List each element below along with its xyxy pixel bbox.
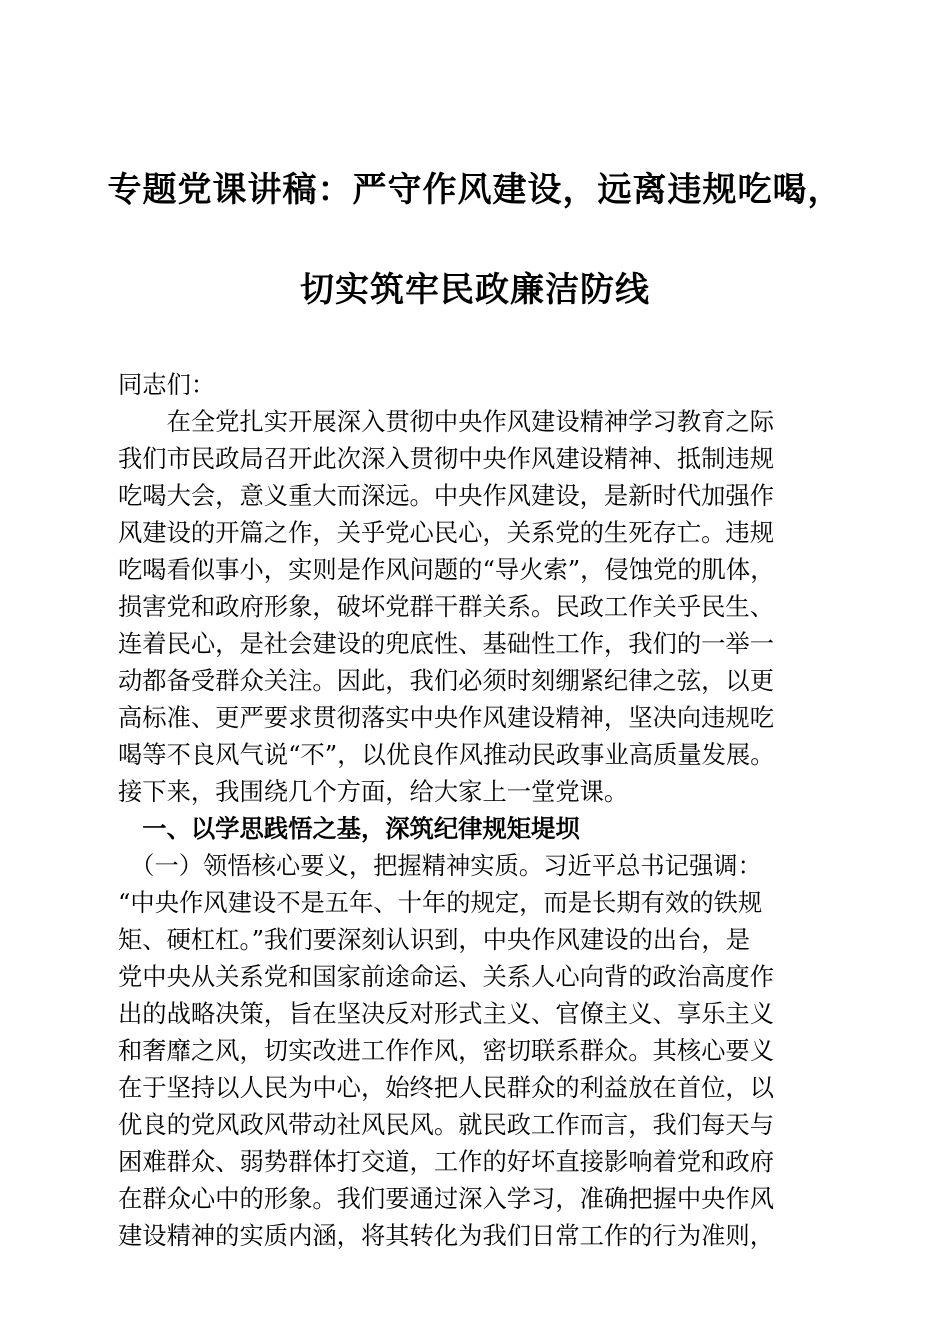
paragraph-line: 在全党扎实开展深入贯彻中央作风建设精神学习教育之际: [118, 407, 775, 436]
paragraph-line: 矩、硬杠杠。”我们要深刻认识到，中央作风建设的出台，是: [118, 925, 750, 954]
paragraph-line: 我们市民政局召开此次深入贯彻中央作风建设精神、抵制违规: [118, 444, 775, 473]
paragraph-line: 出的战略决策，旨在坚决反对形式主义、官僚主义、享乐主义: [118, 999, 775, 1028]
section-heading: 一、以学思践悟之基，深筑纪律规矩堤坝: [118, 814, 580, 843]
document-title-line-1: 专题党课讲稿：严守作风建设，远离违规吃喝，: [107, 170, 843, 210]
paragraph-line: 连着民心，是社会建设的兜底性、基础性工作，我们的一举一: [118, 629, 775, 658]
paragraph-line: 吃喝看似事小，实则是作风问题的“导火索”，侵蚀党的肌体，: [118, 555, 775, 584]
paragraph-line: 损害党和政府形象，破坏党群干群关系。民政工作关乎民生、: [118, 592, 775, 621]
paragraph-line: “中央作风建设不是五年、十年的规定，而是长期有效的铁规: [118, 888, 763, 917]
paragraph-line: 和奢靡之风，切实改进工作作风，密切联系群众。其核心要义: [118, 1036, 775, 1065]
paragraph-line: 在群众心中的形象。我们要通过深入学习，准确把握中央作风: [118, 1184, 775, 1213]
paragraph-line: 优良的党风政风带动社风民风。就民政工作而言，我们每天与: [118, 1110, 775, 1139]
paragraph-line: 高标准、更严要求贯彻落实中央作风建设精神，坚决向违规吃: [118, 703, 775, 732]
intro-paragraph: [118, 403, 838, 810]
paragraph-line: 接下来，我围绕几个方面，给大家上一堂党课。: [118, 777, 629, 806]
paragraph-line: 建设精神的实质内涵，将其转化为我们日常工作的行为准则，: [118, 1221, 775, 1250]
paragraph-line: 喝等不良风气说“不”，以优良作风推动民政事业高质量发展。: [118, 740, 775, 769]
document-body: [118, 366, 838, 1254]
paragraph-line: 风建设的开篇之作，关乎党心民心，关系党的生死存亡。违规: [118, 518, 775, 547]
document-title-line-2: 切实筑牢民政廉洁防线: [300, 270, 650, 310]
subsection-paragraph: [118, 847, 838, 1254]
paragraph-line: 在于坚持以人民为中心，始终把人民群众的利益放在首位，以: [118, 1073, 775, 1102]
greeting: 同志们：: [118, 370, 216, 399]
paragraph-line: 党中央从关系党和国家前途命运、关系人心向背的政治高度作: [118, 962, 775, 991]
paragraph-line: 困难群众、弱势群体打交道，工作的好坏直接影响着党和政府: [118, 1147, 775, 1176]
paragraph-line: 吃喝大会，意义重大而深远。中央作风建设，是新时代加强作: [118, 481, 775, 510]
paragraph-line: 动都备受群众关注。因此，我们必须时刻绷紧纪律之弦，以更: [118, 666, 775, 695]
paragraph-line: （一）领悟核心要义，把握精神实质。习近平总书记强调：: [118, 851, 762, 880]
